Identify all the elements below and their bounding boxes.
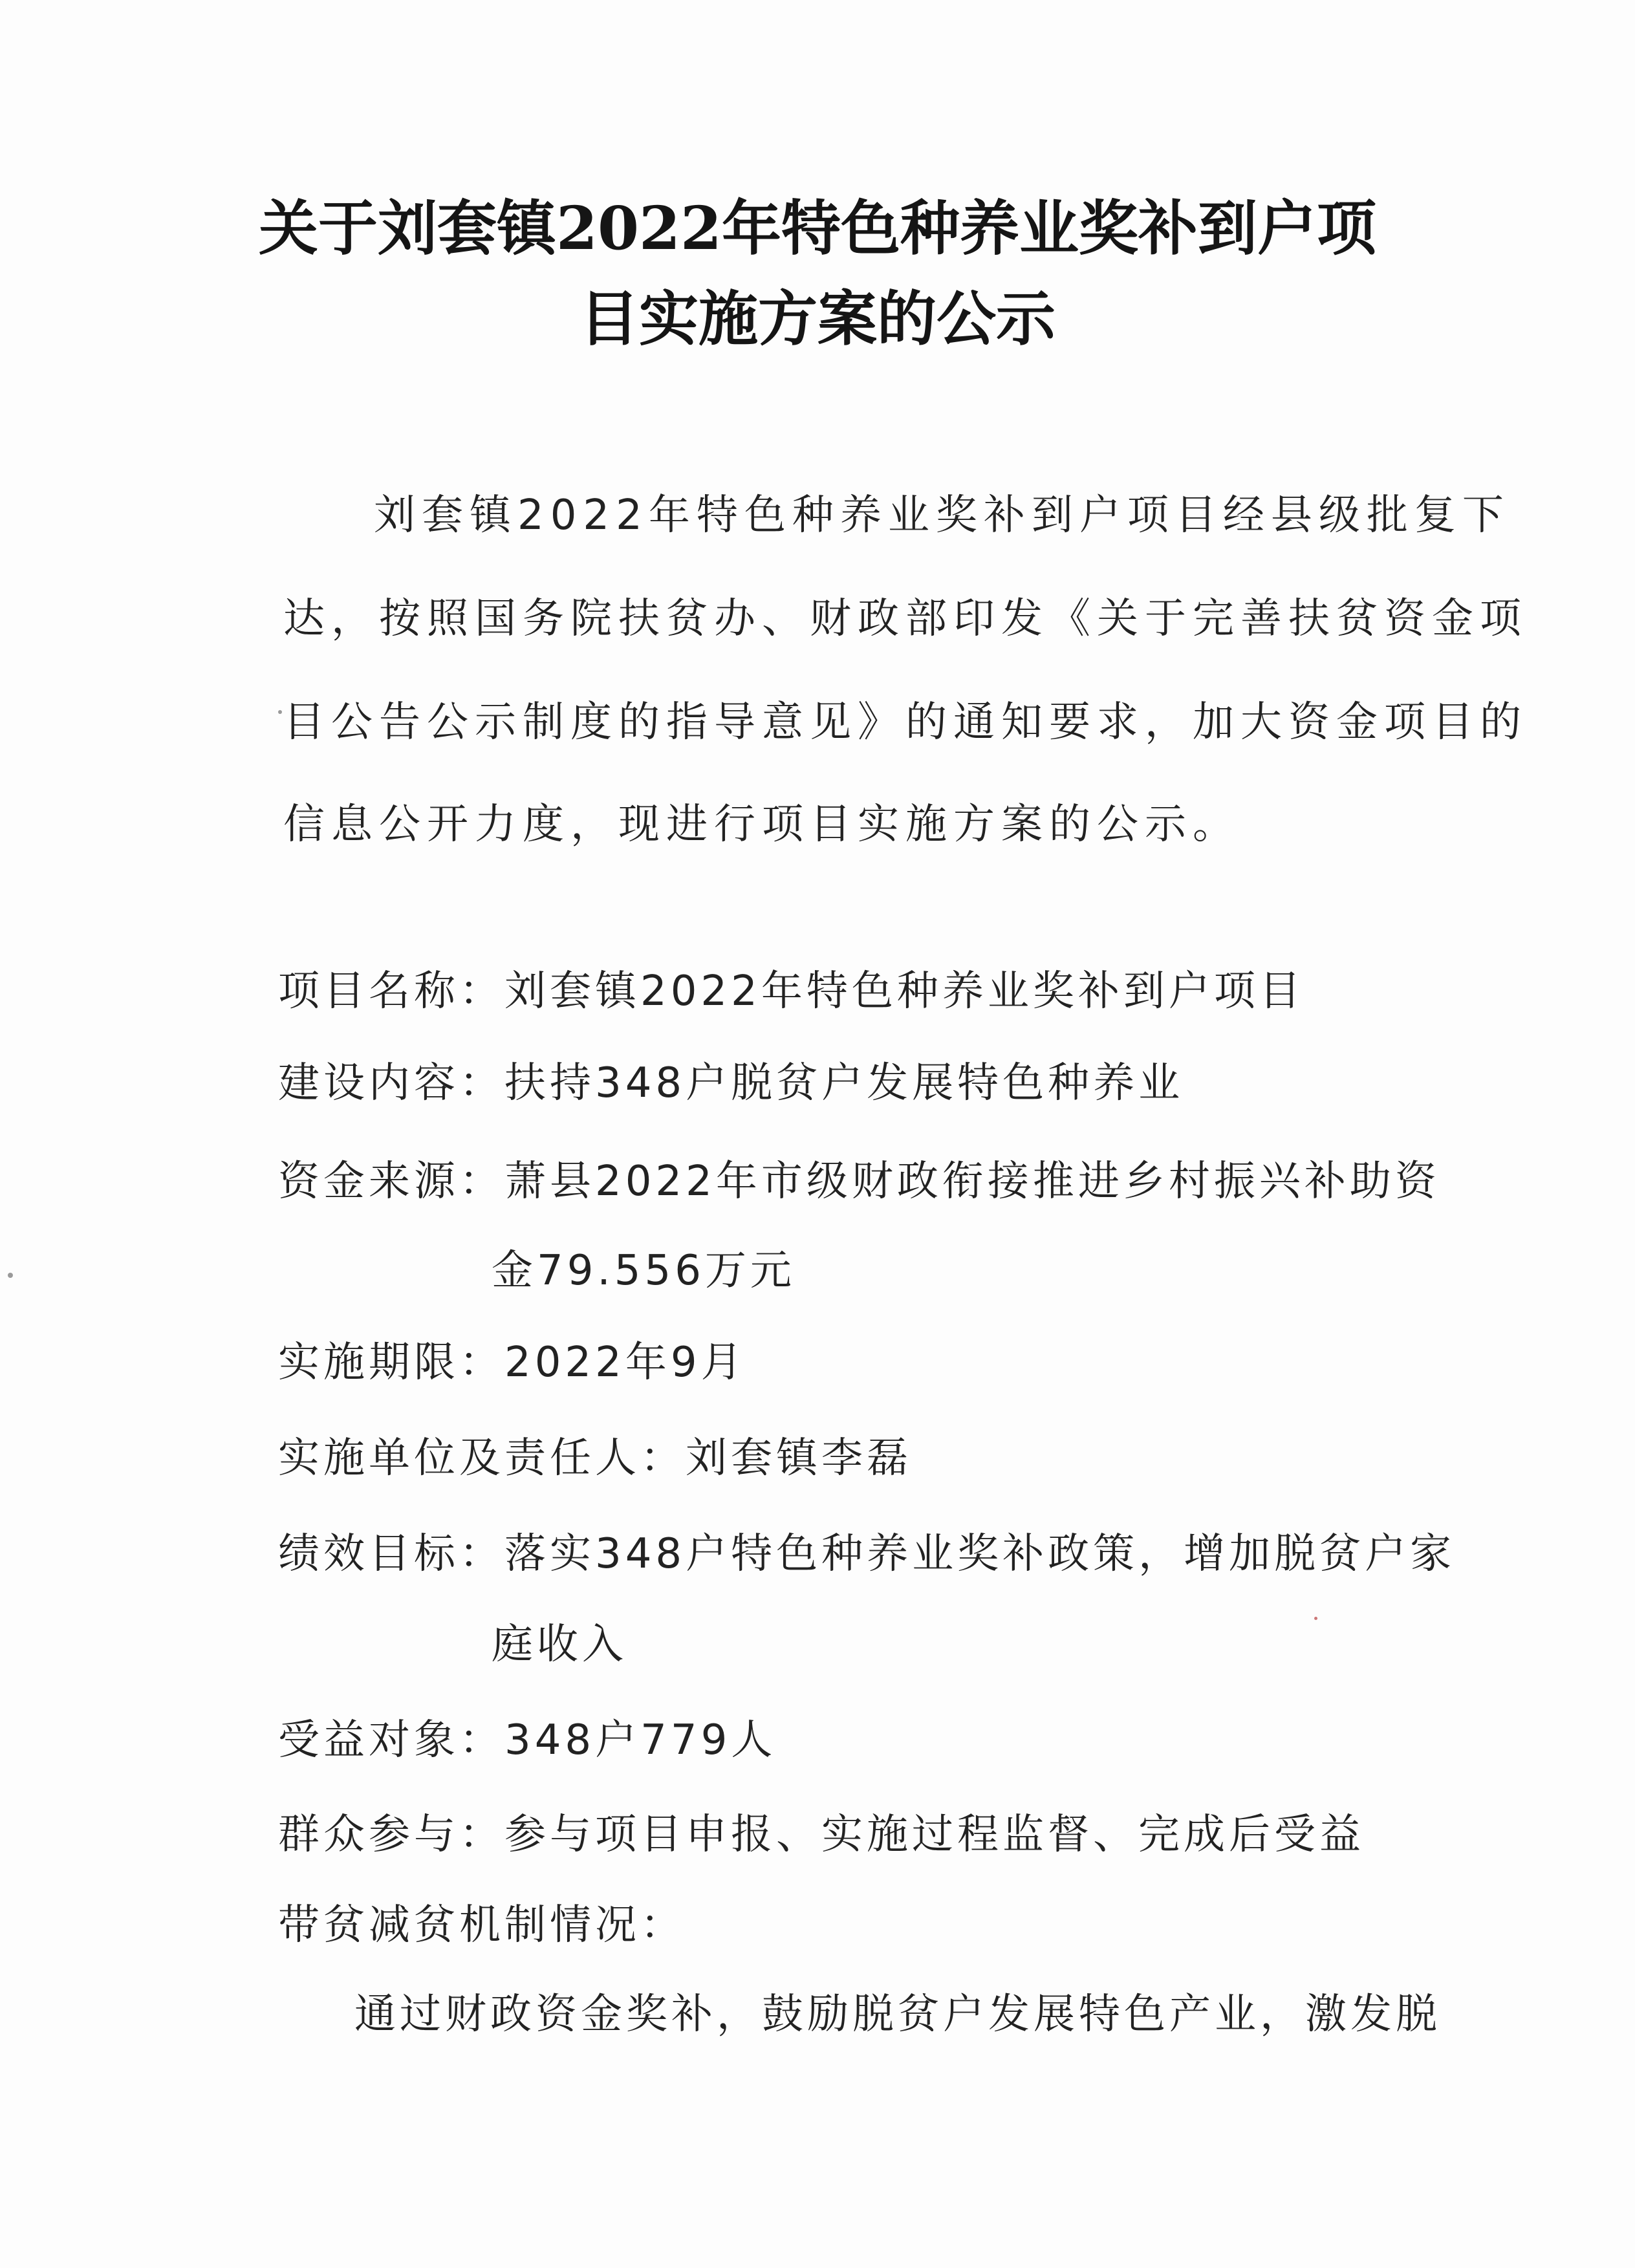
document-title-line-1: 关于刘套镇2022年特色种养业奖补到户项 bbox=[258, 193, 1377, 263]
document-title-line-2: 目实施方案的公示 bbox=[579, 284, 1056, 354]
intro-line-2: 达，按照国务院扶贫办、财政部印发《关于完善扶贫资金项 bbox=[283, 595, 1528, 643]
field-content: 建设内容：扶持348户脱贫户发展特色种养业 bbox=[278, 1059, 1184, 1107]
field-beneficiaries: 受益对象：348户779人 bbox=[278, 1716, 777, 1764]
field-unit: 实施单位及责任人：刘套镇李磊 bbox=[278, 1434, 912, 1482]
scan-speck bbox=[1314, 1617, 1317, 1620]
field-period: 实施期限：2022年9月 bbox=[278, 1339, 746, 1387]
field-funding-line-2: 金79.556万元 bbox=[492, 1247, 796, 1295]
field-mechanism-label: 带贫减贫机制情况： bbox=[278, 1901, 686, 1949]
field-goal-line-2: 庭收入 bbox=[492, 1621, 627, 1669]
field-participation: 群众参与：参与项目申报、实施过程监督、完成后受益 bbox=[278, 1811, 1365, 1859]
field-goal-line-1: 绩效目标：落实348户特色种养业奖补政策，增加脱贫户家 bbox=[278, 1530, 1456, 1578]
field-project-name: 项目名称：刘套镇2022年特色种养业奖补到户项目 bbox=[278, 967, 1305, 1015]
intro-line-4: 信息公开力度，现进行项目实施方案的公示。 bbox=[283, 801, 1240, 848]
scan-speck bbox=[8, 1273, 13, 1278]
field-mechanism-text: 通过财政资金奖补，鼓励脱贫户发展特色产业，激发脱 bbox=[354, 1991, 1441, 2038]
intro-line-3: 目公告公示制度的指导意见》的通知要求，加大资金项目的 bbox=[283, 698, 1528, 746]
intro-line-1: 刘套镇2022年特色种养业奖补到户项目经县级批复下 bbox=[374, 491, 1510, 539]
scan-speck bbox=[278, 710, 282, 714]
field-funding-line-1: 资金来源：萧县2022年市级财政衔接推进乡村振兴补助资 bbox=[278, 1158, 1440, 1205]
